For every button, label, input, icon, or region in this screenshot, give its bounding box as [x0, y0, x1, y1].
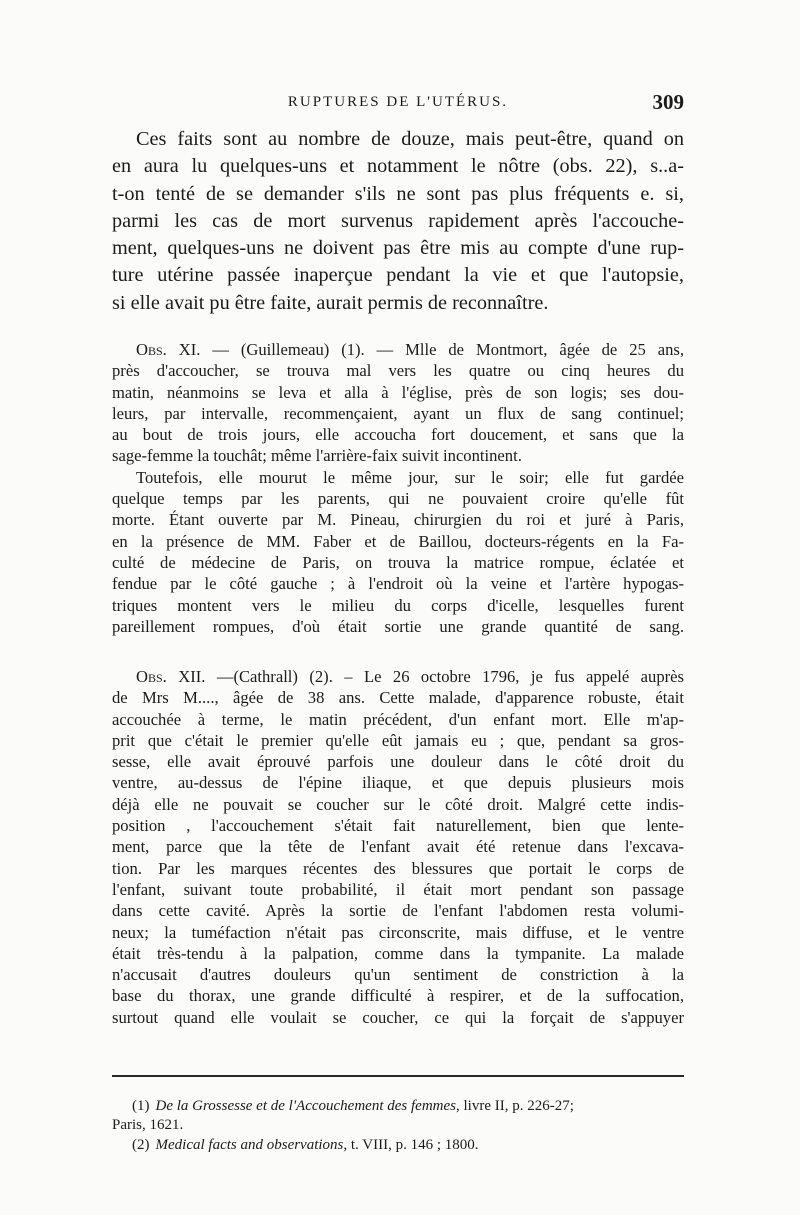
text-line: l'enfant, suivant toute probabilité, il était mort pendant son passage [112, 879, 684, 899]
observation-text: —(Cathrall) (2). – Le 26 octobre 1796, je fus appelé auprès [216, 667, 684, 686]
text-line: surtout quand elle voulait se coucher, ce qui la forçait de s'appuyer [112, 1007, 684, 1027]
footnote-reference: , t. VIII, p. 146 ; 1800. [343, 1136, 479, 1153]
observation-12 [112, 666, 684, 1028]
text-line: accouchée à terme, le matin précédent, d'un enfant mort. Elle m'ap- [112, 709, 684, 729]
footnote-title: Medical facts and observations [155, 1136, 344, 1153]
text-line: quelque temps par les parents, qui ne pouvaient croire qu'elle fût [112, 489, 684, 509]
text-line: ventre, au-dessus de l'épine iliaque, et que depuis plusieurs mois [112, 773, 684, 793]
footnote-mark: (2) [132, 1136, 150, 1153]
text-line: près d'accoucher, se trouva mal vers les quatre ou cinq heures du [112, 361, 684, 381]
text-line: matin, néanmoins se leva et alla à l'église, près de son logis; ses dou- [112, 382, 684, 402]
text-line: dans cette cavité. Après la sortie de l'enfant l'abdomen resta volumi- [112, 901, 684, 921]
footnote-1-continued: Paris, 1621. [112, 1117, 184, 1134]
observation-11 [112, 339, 684, 637]
footnote-reference: , livre II, p. 226-27; [455, 1098, 574, 1114]
text-line: Toutefois, elle mourut le même jour, sur le soir; elle fut gardée [136, 467, 684, 487]
text-line: en aura lu quelques-uns et notamment le nôtre (obs. 22), s..a- [112, 155, 684, 178]
observation-text: — (Guillemeau) (1). — Mlle de Montmort, âgée de 25 ans, [212, 340, 684, 359]
text-line: t-on tenté de se demander s'ils ne sont pas plus fréquents e. si, [112, 182, 684, 205]
text-line: leurs, par intervalle, recommençaient, ayant un flux de sang continuel; [112, 403, 684, 423]
intro-paragraph [112, 126, 684, 317]
text-line: parmi les cas de mort survenus rapidement après l'accouche- [112, 209, 684, 232]
text-line [112, 339, 684, 360]
text-line: était très-tendu à la palpation, comme dans la tympanite. La malade [112, 943, 684, 963]
text-line: au bout de trois jours, elle accoucha fort doucement, et sans que la [112, 425, 684, 445]
observation-label: Obs. XI. [136, 340, 201, 359]
text-line: Ces faits sont au nombre de douze, mais peut-être, quand on [136, 128, 684, 150]
page-header [112, 90, 684, 116]
running-title: RUPTURES DE L'UTÉRUS. [287, 94, 509, 110]
text-line: n'accusait d'autres douleurs qu'un sentiment de constriction à la [112, 965, 684, 985]
text-line: base du thorax, une grande difficulté à respirer, et de la suffocation, [112, 986, 684, 1006]
text-line: neux; la tuméfaction n'était pas circonscrite, mais diffuse, et le ventre [112, 922, 684, 942]
text-line: sage-femme la touchât; même l'arrière-faix suivit incontinent. [112, 446, 522, 466]
footnote-mark: (1) [132, 1098, 150, 1114]
text-line: ment, quelques-uns ne doivent pas être mis au compte d'une rup- [112, 237, 684, 260]
footnote-title: De la Grossesse et de l'Accouchement des femmes [155, 1098, 456, 1114]
text-line: prit que c'était le premier qu'elle eût jamais eu ; que, pendant sa gros- [112, 730, 684, 750]
text-line: sesse, elle avait éprouvé parfois une douleur dans le côté droit du [112, 752, 684, 772]
text-line: fendue par le côté gauche ; à l'endroit où la veine et l'artère hypogas- [112, 574, 684, 594]
text-line: triques montent vers le milieu du corps d'icelle, lesquelles furent [112, 595, 684, 615]
text-line: déjà elle ne pouvait se coucher sur le côté droit. Malgré cette indis- [112, 794, 684, 814]
footnotes [112, 1097, 684, 1155]
text-line: position , l'accouchement s'était fait naturellement, bien que lente- [112, 816, 684, 836]
footnote-1 [112, 1097, 684, 1116]
page-number: 309 [652, 90, 684, 114]
text-line: si elle avait pu être faite, aurait permis de reconnaître. [112, 291, 549, 314]
text-line [112, 666, 684, 687]
footnote-2 [112, 1136, 684, 1155]
text-line: ture utérine passée inaperçue pendant la vie et que l'autopsie, [112, 264, 684, 287]
text-line: culté de médecine de Paris, on trouva la matrice rompue, éclatée et [112, 552, 684, 572]
observation-label: Obs. XII. [136, 667, 206, 686]
text-line: de Mrs M...., âgée de 38 ans. Cette malade, d'apparence robuste, était [112, 688, 684, 708]
text-line: morte. Étant ouverte par M. Pineau, chirurgien du roi et juré à Paris, [112, 510, 684, 530]
text-line: en la présence de MM. Faber et de Baillou, docteurs-régents en la Fa- [112, 531, 684, 551]
text-line: tion. Par les marques récentes des blessures que portait le corps de [112, 858, 684, 878]
footnote-divider [112, 1075, 684, 1077]
text-line: pareillement rompues, d'où était sortie une grande quantité de sang. [112, 616, 684, 636]
text-line: ment, parce que la tête de l'enfant avait été retenue dans l'excava- [112, 837, 684, 857]
